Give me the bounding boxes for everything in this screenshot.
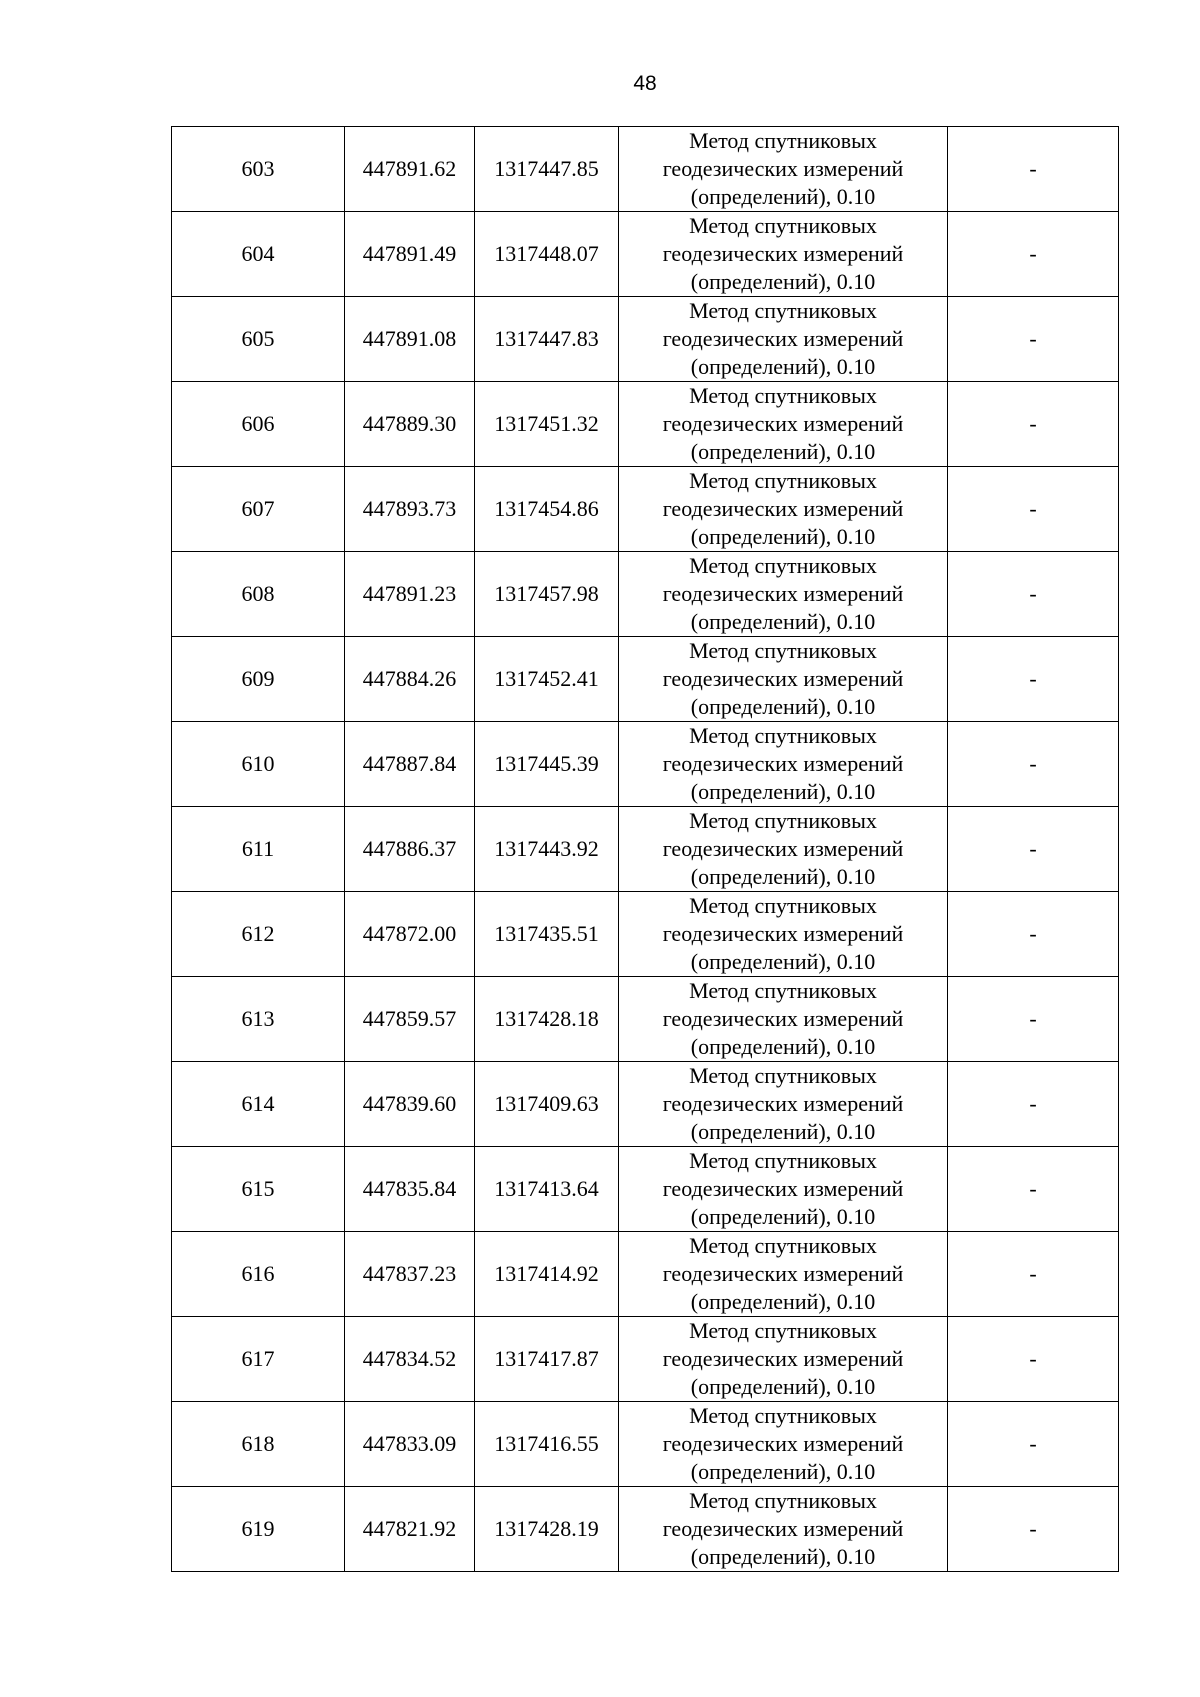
method-text-line1: Метод спутниковых [689,1488,877,1513]
point-number-cell: 608 [172,552,345,637]
x-coordinate-cell: 447891.62 [345,127,475,212]
method-text-line3: (определений), 0.10 [690,1544,876,1569]
method-text-line1: Метод спутниковых [689,1148,877,1173]
table-row [172,552,1119,637]
point-number-cell: 606 [172,382,345,467]
y-coordinate-cell: 1317448.07 [475,212,619,297]
method-text-line1: Метод спутниковых [689,1063,877,1088]
table-row [172,1062,1119,1147]
method-cell [619,467,948,552]
method-text-line2: геодезических измерений [662,1261,904,1286]
method-text-line1: Метод спутниковых [689,468,877,493]
point-number-cell: 605 [172,297,345,382]
table-row [172,467,1119,552]
method-text-line2: геодезических измерений [662,326,904,351]
method-text-line2: геодезических измерений [662,1516,904,1541]
method-text-line2: геодезических измерений [662,751,904,776]
y-coordinate-cell: 1317414.92 [475,1232,619,1317]
table-row [172,807,1119,892]
description-cell: - [948,1232,1119,1317]
method-cell [619,722,948,807]
method-text-line2: геодезических измерений [662,156,904,181]
method-text-line3: (определений), 0.10 [690,1034,876,1059]
x-coordinate-cell: 447891.23 [345,552,475,637]
method-text-line2: геодезических измерений [662,836,904,861]
x-coordinate-cell: 447835.84 [345,1147,475,1232]
description-cell: - [948,1402,1119,1487]
method-cell [619,807,948,892]
method-cell [619,977,948,1062]
method-text-line2: геодезических измерений [662,1431,904,1456]
page-number: 48 [633,72,657,95]
method-text-line3: (определений), 0.10 [690,1374,876,1399]
point-number-cell: 617 [172,1317,345,1402]
point-number-cell: 612 [172,892,345,977]
table-row [172,382,1119,467]
method-text-line2: геодезических измерений [662,411,904,436]
method-text-line1: Метод спутниковых [689,638,877,663]
y-coordinate-cell: 1317443.92 [475,807,619,892]
y-coordinate-cell: 1317454.86 [475,467,619,552]
table-row [172,127,1119,212]
method-text-line1: Метод спутниковых [689,723,877,748]
method-text-line3: (определений), 0.10 [690,864,876,889]
description-cell: - [948,892,1119,977]
method-cell [619,297,948,382]
method-text-line3: (определений), 0.10 [690,354,876,379]
x-coordinate-cell: 447891.49 [345,212,475,297]
x-coordinate-cell: 447872.00 [345,892,475,977]
y-coordinate-cell: 1317447.85 [475,127,619,212]
point-number-cell: 618 [172,1402,345,1487]
method-text-line2: геодезических измерений [662,581,904,606]
x-coordinate-cell: 447886.37 [345,807,475,892]
method-cell [619,637,948,722]
method-cell [619,1487,948,1572]
method-text-line1: Метод спутниковых [689,1233,877,1258]
description-cell: - [948,637,1119,722]
method-cell [619,1317,948,1402]
description-cell: - [948,382,1119,467]
method-text-line2: геодезических измерений [662,241,904,266]
method-cell [619,1232,948,1317]
method-text-line2: геодезических измерений [662,921,904,946]
y-coordinate-cell: 1317457.98 [475,552,619,637]
y-coordinate-cell: 1317445.39 [475,722,619,807]
method-cell [619,212,948,297]
y-coordinate-cell: 1317428.18 [475,977,619,1062]
table-row [172,1317,1119,1402]
point-number-cell: 615 [172,1147,345,1232]
method-text-line3: (определений), 0.10 [690,1289,876,1314]
x-coordinate-cell: 447893.73 [345,467,475,552]
method-text-line2: геодезических измерений [662,666,904,691]
description-cell: - [948,127,1119,212]
method-text-line3: (определений), 0.10 [690,609,876,634]
method-text-line3: (определений), 0.10 [690,439,876,464]
description-cell: - [948,1062,1119,1147]
x-coordinate-cell: 447891.08 [345,297,475,382]
point-number-cell: 619 [172,1487,345,1572]
method-text-line1: Метод спутниковых [689,893,877,918]
method-text-line3: (определений), 0.10 [690,1204,876,1229]
method-text-line1: Метод спутниковых [689,213,877,238]
method-text-line1: Метод спутниковых [689,978,877,1003]
x-coordinate-cell: 447834.52 [345,1317,475,1402]
x-coordinate-cell: 447889.30 [345,382,475,467]
y-coordinate-cell: 1317413.64 [475,1147,619,1232]
x-coordinate-cell: 447837.23 [345,1232,475,1317]
point-number-cell: 611 [172,807,345,892]
method-text-line2: геодезических измерений [662,1091,904,1116]
y-coordinate-cell: 1317451.32 [475,382,619,467]
x-coordinate-cell: 447833.09 [345,1402,475,1487]
point-number-cell: 607 [172,467,345,552]
description-cell: - [948,722,1119,807]
description-cell: - [948,212,1119,297]
method-text-line1: Метод спутниковых [689,553,877,578]
description-cell: - [948,467,1119,552]
method-text-line1: Метод спутниковых [689,808,877,833]
method-text-line1: Метод спутниковых [689,1318,877,1343]
point-number-cell: 614 [172,1062,345,1147]
coordinates-table-body [172,127,1119,1572]
description-cell: - [948,1317,1119,1402]
x-coordinate-cell: 447887.84 [345,722,475,807]
description-cell: - [948,552,1119,637]
x-coordinate-cell: 447821.92 [345,1487,475,1572]
description-cell: - [948,977,1119,1062]
point-number-cell: 613 [172,977,345,1062]
method-cell [619,892,948,977]
table-row [172,722,1119,807]
point-number-cell: 604 [172,212,345,297]
table-row [172,637,1119,722]
table-row [172,1487,1119,1572]
y-coordinate-cell: 1317428.19 [475,1487,619,1572]
y-coordinate-cell: 1317417.87 [475,1317,619,1402]
x-coordinate-cell: 447859.57 [345,977,475,1062]
method-text-line1: Метод спутниковых [689,128,877,153]
point-number-cell: 603 [172,127,345,212]
point-number-cell: 609 [172,637,345,722]
method-cell [619,382,948,467]
method-text-line1: Метод спутниковых [689,1403,877,1428]
method-cell [619,127,948,212]
method-text-line3: (определений), 0.10 [690,269,876,294]
point-number-cell: 610 [172,722,345,807]
y-coordinate-cell: 1317409.63 [475,1062,619,1147]
method-text-line1: Метод спутниковых [689,298,877,323]
method-text-line3: (определений), 0.10 [690,184,876,209]
table-row [172,297,1119,382]
method-text-line2: геодезических измерений [662,1006,904,1031]
x-coordinate-cell: 447839.60 [345,1062,475,1147]
method-text-line3: (определений), 0.10 [690,1119,876,1144]
table-row [172,1147,1119,1232]
method-cell [619,1062,948,1147]
point-number-cell: 616 [172,1232,345,1317]
y-coordinate-cell: 1317452.41 [475,637,619,722]
method-text-line2: геодезических измерений [662,1346,904,1371]
x-coordinate-cell: 447884.26 [345,637,475,722]
description-cell: - [948,1487,1119,1572]
method-text-line2: геодезических измерений [662,1176,904,1201]
table-row [172,1232,1119,1317]
y-coordinate-cell: 1317435.51 [475,892,619,977]
method-cell [619,1147,948,1232]
method-text-line3: (определений), 0.10 [690,524,876,549]
method-text-line3: (определений), 0.10 [690,949,876,974]
table-row [172,212,1119,297]
method-text-line3: (определений), 0.10 [690,779,876,804]
description-cell: - [948,807,1119,892]
table-row [172,1402,1119,1487]
y-coordinate-cell: 1317416.55 [475,1402,619,1487]
table-row [172,977,1119,1062]
description-cell: - [948,297,1119,382]
method-text-line3: (определений), 0.10 [690,1459,876,1484]
method-cell [619,552,948,637]
y-coordinate-cell: 1317447.83 [475,297,619,382]
coordinates-table [171,126,1119,1572]
method-text-line1: Метод спутниковых [689,383,877,408]
description-cell: - [948,1147,1119,1232]
method-text-line2: геодезических измерений [662,496,904,521]
method-text-line3: (определений), 0.10 [690,694,876,719]
table-row [172,892,1119,977]
method-cell [619,1402,948,1487]
